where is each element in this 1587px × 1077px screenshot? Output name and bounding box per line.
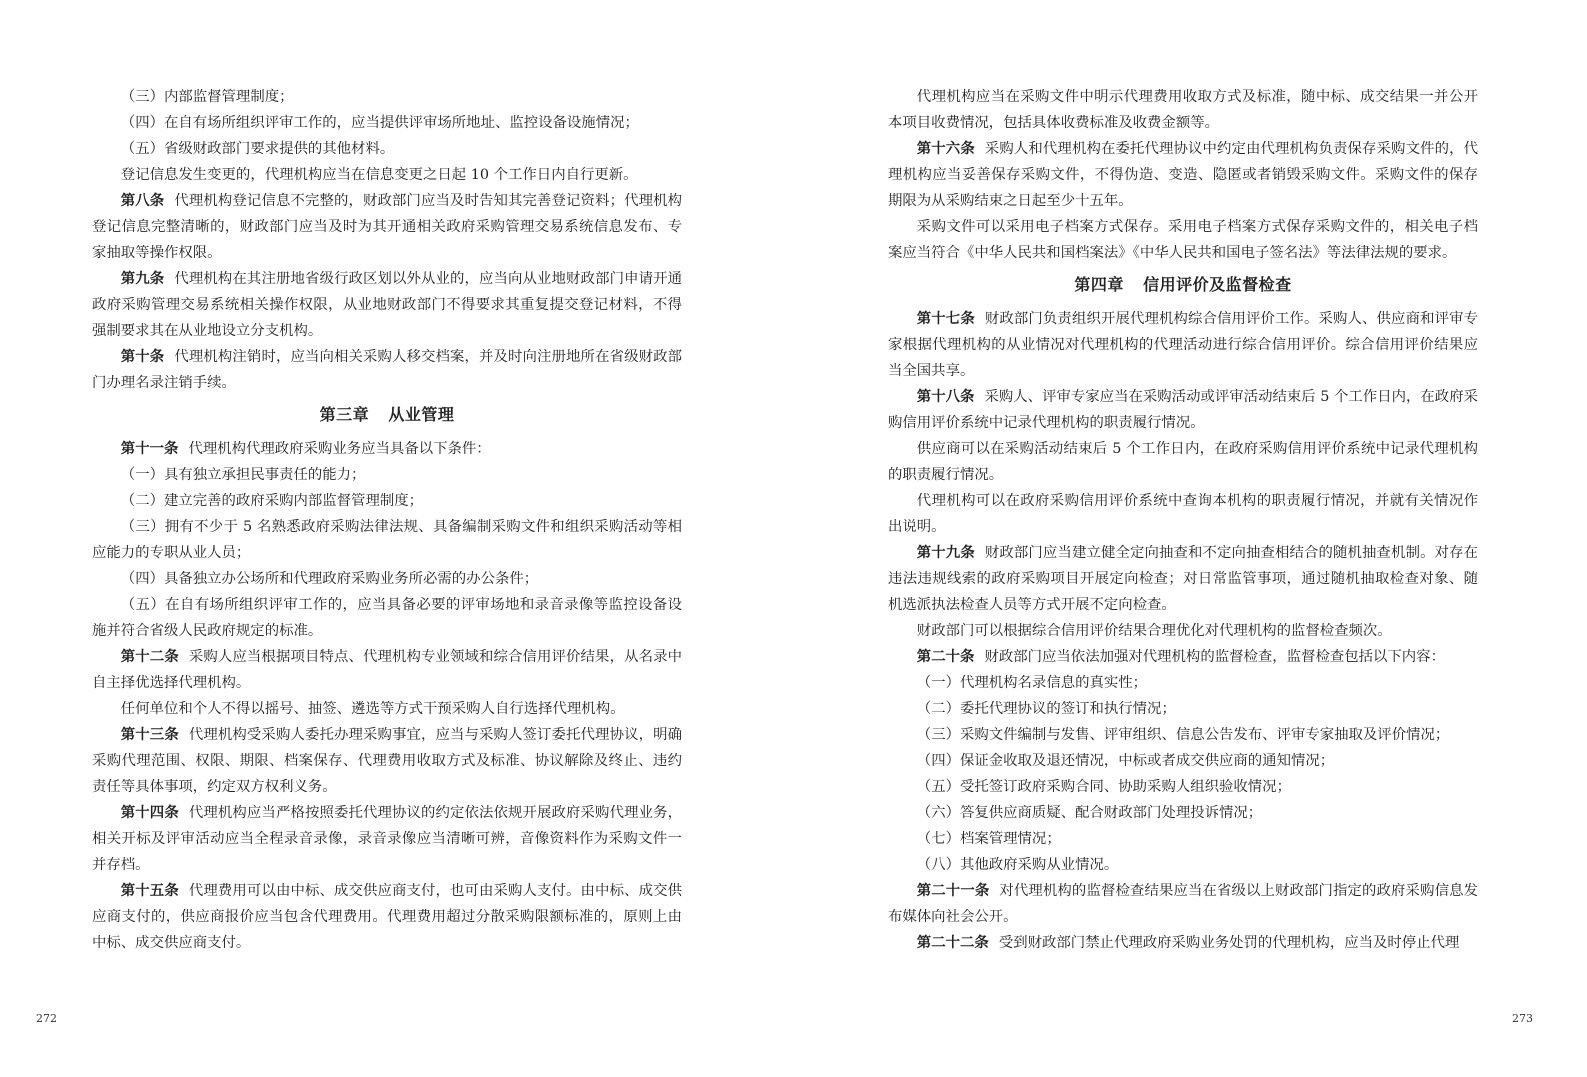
article-number: 第十五条 [120, 882, 179, 899]
paragraph [92, 592, 682, 644]
paragraph-text: 采购文件可以采用电子档案方式保存。采用电子档案方式保存采购文件的，相关电子档案应当符合《中华人民共和国档案法》《中华人民共和国电子签名法》等法律法规的要求。 [888, 219, 1478, 261]
paragraph [888, 306, 1478, 384]
paragraph-text: （一）具有独立承担民事责任的能力； [120, 467, 366, 483]
article-number: 第二十条 [916, 648, 975, 665]
paragraph [92, 188, 682, 266]
article-number: 第十一条 [120, 440, 179, 457]
article-number: 第十四条 [120, 804, 179, 821]
paragraph-text: 任何单位和个人不得以摇号、抽签、遴选等方式干预采购人自行选择代理机构。 [120, 701, 625, 717]
article-number: 第十八条 [916, 388, 975, 405]
paragraph-text: （四）保证金收取及退还情况，中标或者成交供应商的通知情况； [916, 753, 1335, 769]
paragraph-text: 财政部门可以根据综合信用评价结果合理优化对代理机构的监督检查频次。 [916, 623, 1392, 639]
paragraph-text: （八）其他政府采购从业情况。 [916, 857, 1119, 873]
paragraph-text: （三）采购文件编制与发售、评审组织、信息公告发布、评审专家抽取及评价情况； [916, 727, 1450, 743]
left-page [92, 84, 682, 956]
paragraph [888, 722, 1478, 748]
paragraph [888, 774, 1478, 800]
paragraph-text: （二）建立完善的政府采购内部监督管理制度； [120, 493, 424, 509]
paragraph-text: （三）内部监督管理制度； [120, 89, 294, 105]
paragraph [888, 488, 1478, 540]
chapter-heading [888, 272, 1478, 298]
paragraph-text: 代理机构受采购人委托办理采购事宜，应当与采购人签订委托代理协议，明确采购代理范围、权限、期限、档案保存、代理费用收取方式及标准、协议解除及终止、违约责任等具体事项，约定双方权利义务。 [92, 727, 682, 795]
paragraph [888, 930, 1478, 956]
paragraph-text: 代理机构登记信息不完整的，财政部门应当及时告知其完善登记资料；代理机构登记信息完整清晰的，财政部门应当及时为其开通相关政府采购管理交易系统信息发布、专家抽取等操作权限。 [92, 193, 682, 261]
paragraph-text: 供应商可以在采购活动结束后 5 个工作日内，在政府采购信用评价系统中记录代理机构的职责履行情况。 [888, 441, 1478, 483]
article-number: 第十条 [120, 348, 165, 365]
paragraph [888, 214, 1478, 266]
paragraph-text: 代理费用可以由中标、成交供应商支付，也可由采购人支付。由中标、成交供应商支付的，供应商报价应当包含代理费用。代理费用超过分散采购限额标准的，原则上由中标、成交供应商支付。 [92, 883, 682, 951]
chapter-title: 信用评价及监督检查 [1143, 275, 1292, 294]
paragraph-text: 代理机构应当严格按照委托代理协议的约定依法依规开展政府采购代理业务，相关开标及评审活动应当全程录音录像，录音录像应当清晰可辨，音像资料作为采购文件一并存档。 [92, 805, 682, 873]
right-paragraphs-a [888, 84, 1478, 266]
paragraph-text: 财政部门负责组织开展代理机构综合信用评价工作。采购人、供应商和评审专家根据代理机构的从业情况对代理机构的代理活动进行综合信用评价。综合信用评价结果应当全国共享。 [888, 311, 1478, 379]
paragraph-text: （五）省级财政部门要求提供的其他材料。 [120, 141, 395, 157]
paragraph-text: 对代理机构的监督检查结果应当在省级以上财政部门指定的政府采购信息发布媒体向社会公开。 [888, 883, 1478, 925]
page-number-left: 272 [36, 1012, 57, 1025]
paragraph-text: （四）在自有场所组织评审工作的，应当提供评审场所地址、监控设备设施情况； [120, 115, 639, 131]
right-paragraphs-b [888, 306, 1478, 956]
paragraph-text: 财政部门应当建立健全定向抽查和不定向抽查相结合的随机抽查机制。对存在违法违规线索的政府采购项目开展定向检查；对日常监管事项，通过随机抽取检查对象、随机选派执法检查人员等方式开展不定向检查。 [888, 545, 1478, 613]
paragraph [888, 696, 1478, 722]
paragraph-text: （三）拥有不少于 5 名熟悉政府采购法律法规、具备编制采购文件和组织采购活动等相应能力的专职从业人员； [92, 519, 682, 561]
article-number: 第二十二条 [916, 934, 989, 951]
paragraph-text: 代理机构应当在采购文件中明示代理费用收取方式及标准，随中标、成交结果一并公开本项目收费情况，包括具体收费标准及收费金额等。 [888, 89, 1478, 131]
paragraph [92, 436, 682, 462]
paragraph [92, 514, 682, 566]
paragraph-text: 采购人和代理机构在委托代理协议中约定由代理机构负责保存采购文件的，代理机构应当妥善保存采购文件，不得伪造、变造、隐匿或者销毁采购文件。采购文件的保存期限为从采购结束之日起至少十五年。 [888, 141, 1478, 209]
article-number: 第九条 [120, 270, 165, 287]
paragraph [92, 696, 682, 722]
paragraph [888, 540, 1478, 618]
article-number: 第十三条 [120, 726, 179, 743]
paragraph [92, 266, 682, 344]
paragraph-text: （五）受托签订政府采购合同、协助采购人组织验收情况； [916, 779, 1291, 795]
article-number: 第二十一条 [916, 882, 990, 899]
paragraph [888, 84, 1478, 136]
paragraph-text: （一）代理机构名录信息的真实性； [916, 675, 1148, 691]
paragraph [888, 670, 1478, 696]
left-paragraphs-b [92, 436, 682, 956]
paragraph [92, 644, 682, 696]
chapter-title: 从业管理 [388, 405, 455, 424]
paragraph-text: 采购人、评审专家应当在采购活动或评审活动结束后 5 个工作日内，在政府采购信用评价系统中记录代理机构的职责履行情况。 [888, 389, 1478, 431]
paragraph-text: 登记信息发生变更的，代理机构应当在信息变更之日起 10 个工作日内自行更新。 [120, 167, 638, 183]
article-number: 第八条 [120, 192, 165, 209]
paragraph [92, 462, 682, 488]
paragraph-text: 代理机构注销时，应当向相关采购人移交档案，并及时向注册地所在省级财政部门办理名录注销手续。 [92, 349, 682, 391]
paragraph [92, 488, 682, 514]
paragraph-text: （六）答复供应商质疑、配合财政部门处理投诉情况； [916, 805, 1263, 821]
paragraph-text: 受到财政部门禁止代理政府采购业务处罚的代理机构，应当及时停止代理 [998, 935, 1460, 951]
paragraph-text: 采购人应当根据项目特点、代理机构专业领域和综合信用评价结果，从名录中自主择优选择代理机构。 [92, 649, 682, 691]
paragraph-text: （二）委托代理协议的签订和执行情况； [916, 701, 1176, 717]
page-number-right: 273 [1512, 1012, 1533, 1025]
paragraph [92, 800, 682, 878]
paragraph [92, 878, 682, 956]
paragraph [888, 618, 1478, 644]
paragraph-text: 代理机构代理政府采购业务应当具备以下条件： [188, 441, 491, 457]
paragraph [888, 826, 1478, 852]
paragraph [92, 566, 682, 592]
paragraph [92, 84, 682, 110]
paragraph [92, 344, 682, 396]
paragraph-text: 代理机构在其注册地省级行政区划以外从业的，应当向从业地财政部门申请开通政府采购管理交易系统相关操作权限，从业地财政部门不得要求其重复提交登记材料，不得强制要求其在从业地设立分支机构。 [92, 271, 682, 339]
left-paragraphs-a [92, 84, 682, 396]
paragraph [92, 722, 682, 800]
paragraph [92, 110, 682, 136]
paragraph-text: （七）档案管理情况； [916, 831, 1061, 847]
paragraph-text: 代理机构可以在政府采购信用评价系统中查询本机构的职责履行情况，并就有关情况作出说明。 [888, 493, 1478, 535]
right-page [888, 84, 1478, 956]
paragraph-text: （五）在自有场所组织评审工作的，应当具备必要的评审场地和录音录像等监控设备设施并符合省级人民政府规定的标准。 [92, 597, 682, 639]
paragraph [888, 136, 1478, 214]
article-number: 第十六条 [916, 140, 975, 157]
paragraph-text: 财政部门应当依法加强对代理机构的监督检查，监督检查包括以下内容： [984, 649, 1445, 665]
paragraph [92, 136, 682, 162]
paragraph-text: （四）具备独立办公场所和代理政府采购业务所必需的办公条件； [120, 571, 539, 587]
paragraph [888, 384, 1478, 436]
article-number: 第十九条 [916, 544, 975, 561]
paragraph [888, 852, 1478, 878]
paragraph [92, 162, 682, 188]
chapter-number: 第四章 [1074, 275, 1124, 294]
paragraph [888, 878, 1478, 930]
article-number: 第十七条 [916, 310, 975, 327]
chapter-heading [92, 402, 682, 428]
chapter-number: 第三章 [319, 405, 370, 424]
paragraph [888, 644, 1478, 670]
article-number: 第十二条 [120, 648, 179, 665]
paragraph [888, 748, 1478, 774]
paragraph [888, 800, 1478, 826]
paragraph [888, 436, 1478, 488]
